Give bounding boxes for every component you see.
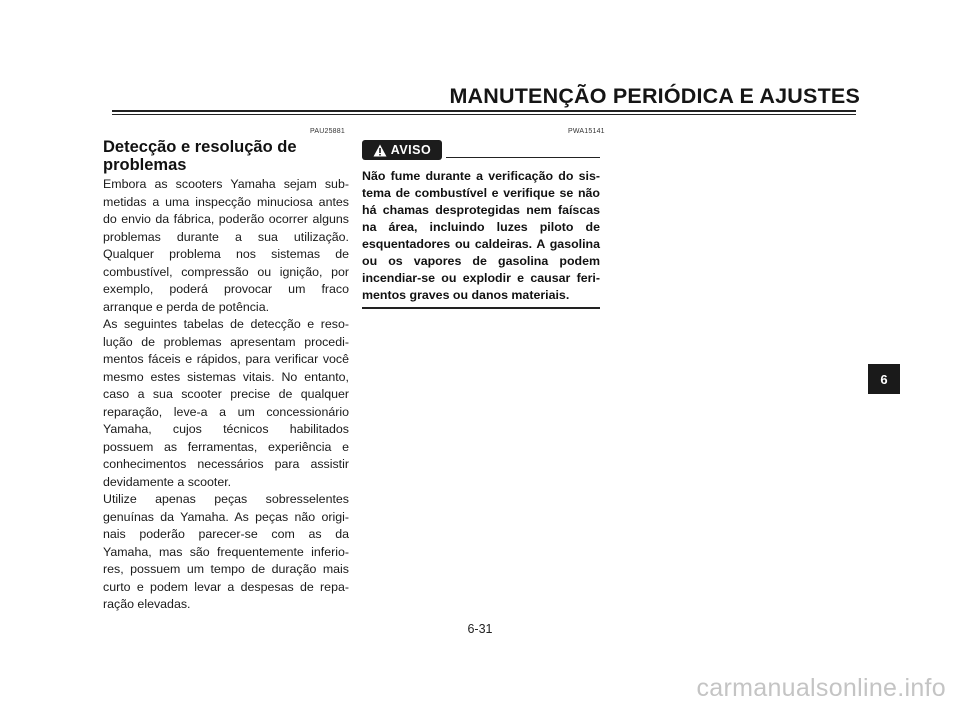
warning-text: Não fume durante a verificação do sistema de combustível e verifique se não há chamas desprotegidas nem faíscas na área, incluindo luzes piloto de esquentadores ou caldeiras. A gasolina ou os vapores de gasolina podem incendiar-se ou explodir e causar ferimentos graves ou danos materiais. — [362, 169, 600, 302]
warning-badge — [362, 140, 442, 160]
left-ref-code: PAU25881 — [310, 128, 345, 135]
warning-header — [362, 138, 600, 162]
paragraph-genuine-parts: Utilize apenas peças sobresselentes genuínas da Yamaha. As peças não originais poderão parecer-se com as da Yamaha, mas são frequentemente inferiores, possuem um tempo de duração mais curto e podem levar a despesas de reparação elevadas. — [103, 492, 349, 611]
warning-label: AVISO — [390, 143, 432, 157]
paragraph-intro: Embora as scooters Yamaha sejam submetidas a uma inspecção minuciosa antes do envio da fábrica, poderão ocorrer alguns problemas durante a sua utilização. Qualquer problema nos sistemas de combustível, compressão ou ignição, por exemplo, poderá provocar um fraco arranque e perda de potência. — [103, 177, 349, 314]
page-header-title: MANUTENÇÃO PERIÓDICA E AJUSTES — [449, 84, 860, 108]
warning-box — [362, 138, 600, 309]
troubleshooting-section — [103, 138, 349, 614]
watermark: carmanualsonline.info — [696, 674, 946, 702]
header-rule-thin — [112, 114, 856, 115]
warning-ref-code: PWA15141 — [568, 128, 605, 135]
warning-triangle-icon — [373, 144, 387, 157]
section-title: Detecção e resolução de problemas — [103, 138, 297, 174]
header-rule-thick — [112, 110, 856, 112]
chapter-tab: 6 — [868, 364, 900, 394]
paragraph-tables: As seguintes tabelas de detecção e resolução de problemas apresentam procedimentos fáceis e rápidos, para verificar você mesmo estes sistemas vitais. No entanto, caso a sua scooter precise de qualquer reparação, leve-a a um concessionário Yamaha, cujos técnicos habilitados possuem as ferramentas, experiência e conhecimentos necessários para assistir devidamente a scooter. — [103, 317, 349, 489]
warning-bottom-rule — [362, 307, 600, 309]
page-number: 6-31 — [467, 622, 493, 636]
warning-header-rule — [446, 157, 600, 158]
